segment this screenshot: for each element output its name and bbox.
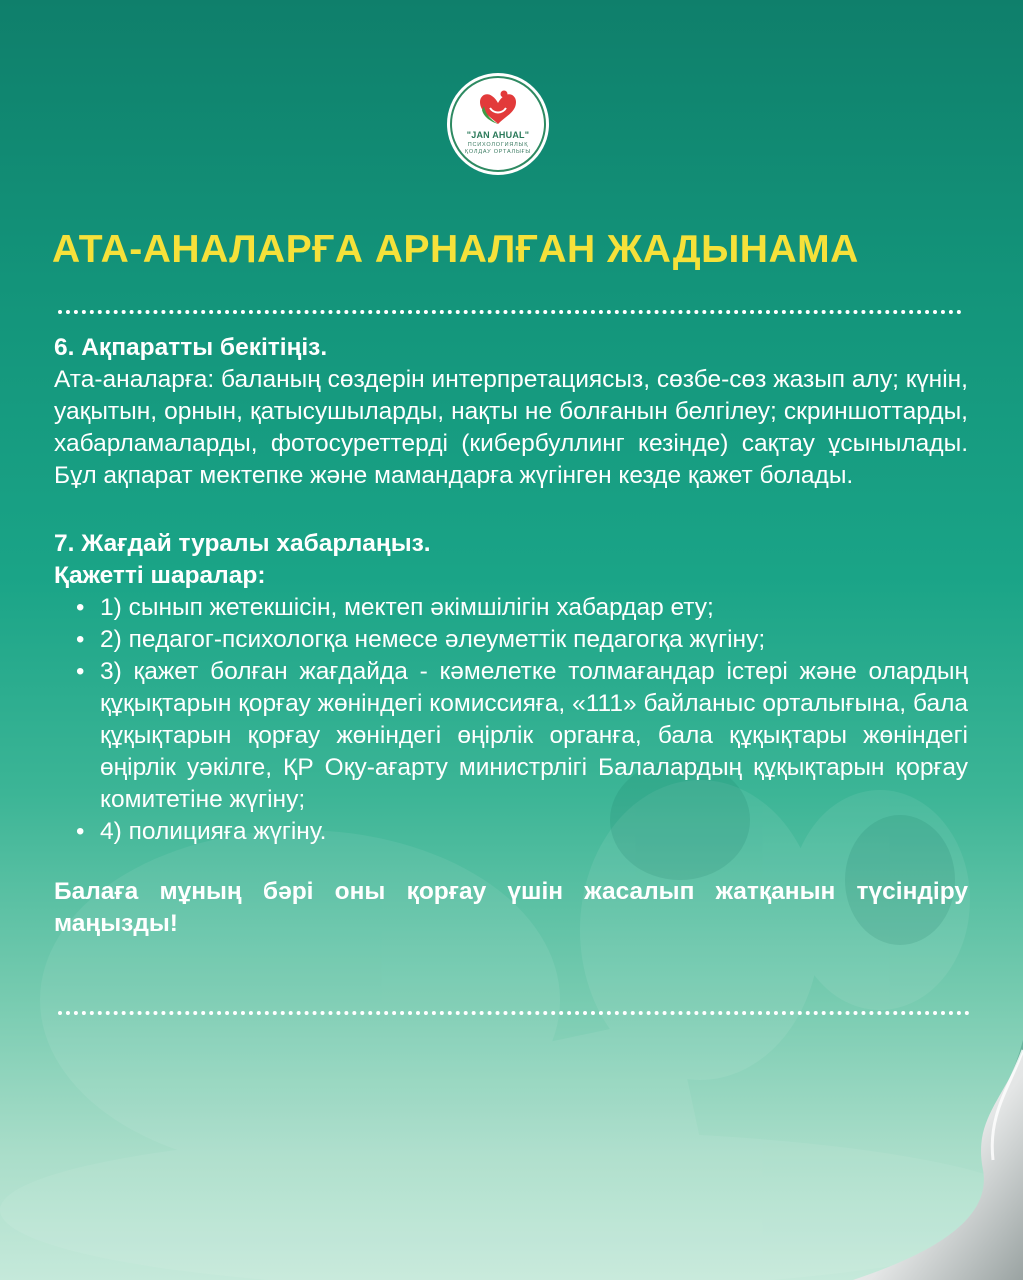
measures-list bbox=[54, 592, 968, 848]
main-content bbox=[54, 332, 968, 965]
page-title: АТА-АНАЛАРҒА АРНАЛҒАН ЖАДЫНАМА bbox=[52, 228, 859, 271]
logo-subtitle bbox=[446, 142, 550, 156]
logo-subtitle-line1: ПСИХОЛОГИЯЛЫҚ bbox=[467, 142, 529, 148]
section6-body: Ата-аналарға: баланың сөздерін интерпретациясыз, сөзбе-сөз жазып алу; күнін, уақытын, орнын, қатысушыларды, нақты не болғанын белгілеу; скриншоттарды, хабарламаларды, фотосуреттерді (кибербуллинг кезінде) сақтау ұсынылады. Бұл ақпарат мектепке және мамандарға жүгінген кезде қажет болады. bbox=[54, 366, 968, 489]
page-curl-icon bbox=[823, 1040, 1023, 1280]
logo-subtitle-line2: ҚОЛДАУ ОРТАЛЫҒЫ bbox=[464, 149, 532, 155]
section7-subheading: Қажетті шаралар: bbox=[54, 562, 266, 589]
list-item: • 1) сынып жетекшісін, мектеп әкімшілігін хабардар ету; bbox=[76, 592, 968, 624]
section7-heading: 7. Жағдай туралы хабарлаңыз. bbox=[54, 530, 431, 557]
list-item: • 2) педагог-психологқа немесе әлеуметтік педагогқа жүгіну; bbox=[76, 624, 968, 656]
list-item: • 3) қажет болған жағдайда - кәмелетке толмағандар істері және олардың құқықтарын қорғау жөніндегі комиссияға, «111» байланыс орталығына, бала құқықтарын қорғау жөніндегі өңірлік органға, бала құқықтары жөніндегі өңірлік уәкілге, ҚР Оқу-ағарту министрлігі Балалардың құқықтарын қорғау комитетіне жүгіну; bbox=[76, 656, 968, 816]
list-item: • 4) полицияға жүгіну. bbox=[76, 816, 968, 848]
heart-logo-icon bbox=[446, 72, 550, 176]
dotted-divider-top bbox=[58, 310, 962, 314]
logo bbox=[446, 72, 550, 176]
final-note: Балаға мұның бәрі оны қорғау үшін жасалып жатқанын түсіндіру маңызды! bbox=[54, 878, 968, 937]
logo-name: "JAN AHUAL" bbox=[466, 130, 530, 140]
section6-heading: 6. Ақпаратты бекітіңіз. bbox=[54, 334, 328, 361]
dotted-divider-bottom bbox=[58, 1011, 970, 1015]
